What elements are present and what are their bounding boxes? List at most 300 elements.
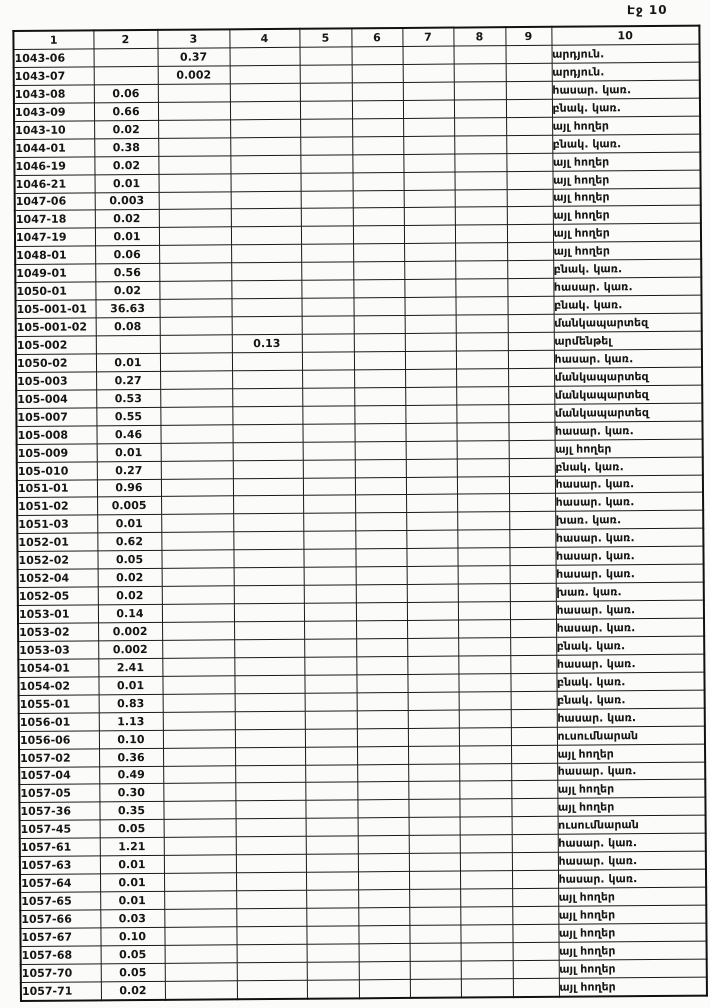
value-cell	[235, 765, 305, 783]
column-header: 7	[402, 28, 453, 47]
parcel-code-cell: 1053-02	[18, 623, 98, 642]
value-cell	[404, 243, 455, 261]
value-cell	[303, 477, 355, 495]
parcel-code-cell: 1057-67	[20, 928, 100, 947]
value-cell	[403, 100, 454, 118]
value-cell	[234, 675, 304, 693]
value-cell: 0.14	[98, 604, 162, 622]
value-cell: 0.13	[232, 334, 302, 352]
value-cell	[509, 476, 555, 494]
value-cell	[456, 351, 508, 369]
parcel-code-cell: 105-007	[16, 408, 96, 427]
value-cell	[461, 978, 513, 997]
value-cell	[403, 82, 454, 100]
land-use-cell: այլ հողեր	[552, 116, 700, 135]
value-cell	[232, 424, 302, 442]
value-cell	[162, 658, 234, 677]
parcel-code-cell: 1057-04	[19, 766, 99, 785]
value-cell	[407, 638, 458, 656]
land-use-cell: հասար. կառ.	[553, 277, 701, 296]
land-use-cell: բնակ. կառ.	[555, 457, 703, 476]
value-cell: 0.01	[97, 515, 161, 533]
value-cell	[161, 550, 233, 569]
value-cell	[457, 548, 509, 566]
value-cell	[405, 315, 456, 333]
value-cell	[510, 601, 556, 619]
value-cell: 0.005	[97, 497, 161, 515]
land-use-cell: հասար. կառ.	[555, 546, 703, 565]
value-cell	[512, 852, 558, 870]
value-cell	[235, 783, 305, 801]
land-use-cell: հասար. կառ.	[558, 869, 706, 888]
value-cell	[460, 871, 512, 889]
value-cell	[234, 603, 304, 621]
value-cell	[353, 208, 404, 226]
parcel-code-cell: 1056-06	[19, 730, 99, 749]
value-cell: 0.02	[94, 120, 158, 138]
value-cell	[456, 404, 508, 422]
value-cell: 0.10	[99, 730, 163, 748]
value-cell	[409, 925, 460, 943]
value-cell	[510, 619, 556, 637]
value-cell	[164, 837, 236, 856]
parcel-code-cell: 105-004	[16, 390, 96, 409]
value-cell	[306, 836, 358, 854]
parcel-code-cell: 1057-45	[20, 820, 100, 839]
value-cell	[509, 512, 555, 530]
value-cell	[235, 729, 305, 747]
value-cell	[405, 333, 456, 351]
value-cell	[459, 763, 511, 781]
value-cell	[158, 102, 230, 121]
column-header: 3	[157, 29, 229, 48]
value-cell: 0.02	[98, 569, 162, 587]
value-cell	[507, 261, 553, 279]
value-cell	[305, 764, 357, 782]
value-cell: 0.02	[101, 981, 165, 1000]
value-cell	[164, 819, 236, 838]
land-use-cell: բնակ. կառ.	[553, 259, 701, 278]
value-cell	[161, 532, 233, 551]
parcel-code-cell: 1051-03	[17, 515, 97, 534]
value-cell	[354, 423, 405, 441]
land-use-cell: հասար. կառ.	[556, 564, 704, 583]
value-cell	[407, 602, 458, 620]
value-cell	[355, 477, 406, 495]
value-cell	[355, 459, 406, 477]
value-cell	[403, 46, 454, 64]
value-cell: 0.46	[96, 425, 160, 443]
value-cell: 0.01	[95, 228, 159, 246]
value-cell	[509, 548, 555, 566]
page-number-label: Էջ 10	[627, 2, 669, 18]
value-cell	[409, 835, 460, 853]
value-cell	[303, 441, 355, 459]
value-cell	[303, 459, 355, 477]
value-cell	[510, 673, 556, 691]
value-cell	[508, 422, 554, 440]
value-cell	[458, 638, 510, 656]
land-use-cell: ուսումնարան	[558, 815, 706, 834]
value-cell	[158, 84, 230, 103]
value-cell: 0.002	[98, 622, 162, 640]
value-cell: 0.27	[97, 461, 161, 479]
value-cell	[408, 781, 459, 799]
value-cell	[233, 496, 303, 514]
value-cell	[162, 586, 234, 605]
parcel-code-cell: 1057-70	[21, 964, 101, 983]
parcel-code-cell: 1057-66	[20, 910, 100, 929]
parcel-code-cell: 1057-02	[19, 748, 99, 767]
value-cell	[410, 961, 461, 979]
value-cell: 0.49	[99, 766, 163, 784]
value-cell: 0.96	[97, 479, 161, 497]
value-cell	[409, 889, 460, 907]
value-cell	[409, 907, 460, 925]
value-cell	[506, 99, 552, 117]
value-cell	[234, 585, 304, 603]
value-cell: 2.41	[98, 658, 162, 676]
value-cell	[509, 494, 555, 512]
value-cell	[358, 872, 409, 890]
value-cell	[356, 603, 407, 621]
value-cell	[302, 352, 354, 370]
parcel-code-cell: 105-009	[17, 444, 97, 463]
value-cell	[353, 262, 404, 280]
land-use-cell: արմենթել	[554, 331, 702, 350]
value-cell	[236, 908, 306, 926]
value-cell: 0.002	[158, 66, 230, 85]
parcel-code-cell: 1043-09	[14, 103, 94, 122]
value-cell	[458, 602, 510, 620]
value-cell	[409, 853, 460, 871]
value-cell	[454, 82, 506, 100]
value-cell	[354, 333, 405, 351]
value-cell	[305, 746, 357, 764]
value-cell	[456, 315, 508, 333]
value-cell	[237, 944, 307, 962]
land-use-cell: բնակ. կառ.	[556, 672, 704, 691]
value-cell	[455, 225, 507, 243]
land-use-cell: հասար. կառ.	[557, 708, 705, 727]
value-cell	[231, 245, 301, 263]
value-cell	[357, 692, 408, 710]
value-cell	[410, 979, 461, 998]
value-cell	[303, 513, 355, 531]
value-cell	[233, 532, 303, 550]
value-cell	[507, 225, 553, 243]
value-cell	[303, 531, 355, 549]
value-cell	[300, 172, 352, 190]
parcel-code-cell: 1046-21	[15, 174, 95, 193]
value-cell	[352, 100, 403, 118]
value-cell	[160, 335, 232, 354]
value-cell	[230, 101, 300, 119]
value-cell	[506, 81, 552, 99]
value-cell	[404, 261, 455, 279]
value-cell	[232, 316, 302, 334]
value-cell	[236, 837, 306, 855]
value-cell	[359, 979, 410, 998]
column-header: 8	[453, 27, 505, 46]
value-cell	[305, 728, 357, 746]
value-cell	[454, 64, 506, 82]
cadastre-table	[12, 25, 708, 1002]
parcel-code-cell: 105-008	[16, 426, 96, 445]
value-cell	[507, 243, 553, 261]
value-cell: 0.01	[100, 891, 164, 909]
value-cell	[165, 963, 237, 982]
value-cell	[460, 853, 512, 871]
column-header: 1	[13, 30, 93, 49]
value-cell	[513, 942, 559, 960]
value-cell	[511, 745, 557, 763]
value-cell	[159, 173, 231, 192]
value-cell	[456, 386, 508, 404]
value-cell	[512, 835, 558, 853]
value-cell	[454, 117, 506, 135]
land-use-cell: հասար. կառ.	[552, 80, 700, 99]
value-cell	[459, 781, 511, 799]
value-cell	[511, 799, 557, 817]
land-use-cell: այլ հողեր	[559, 941, 707, 960]
value-cell	[457, 530, 509, 548]
value-cell	[403, 118, 454, 136]
value-cell	[358, 907, 409, 925]
value-cell	[357, 782, 408, 800]
value-cell	[304, 675, 356, 693]
value-cell	[353, 298, 404, 316]
value-cell	[304, 567, 356, 585]
value-cell	[356, 638, 407, 656]
value-cell	[454, 135, 506, 153]
value-cell	[158, 120, 230, 139]
land-use-cell: այլ հողեր	[558, 887, 706, 906]
value-cell	[403, 64, 454, 82]
value-cell	[353, 226, 404, 244]
value-cell	[506, 171, 552, 189]
value-cell	[408, 728, 459, 746]
value-cell	[302, 406, 354, 424]
value-cell	[164, 891, 236, 910]
value-cell: 1.13	[99, 712, 163, 730]
land-use-cell: այլ հողեր	[559, 977, 707, 997]
value-cell	[304, 621, 356, 639]
value-cell	[357, 764, 408, 782]
column-header: 10	[551, 26, 699, 46]
land-use-cell: մանկապարտեզ	[554, 403, 702, 422]
value-cell: 0.02	[95, 282, 159, 300]
table-body	[14, 44, 707, 1001]
cadastre-table-wrapper	[12, 25, 706, 1002]
value-cell	[458, 584, 510, 602]
parcel-code-cell: 1052-01	[17, 533, 97, 552]
value-cell	[354, 369, 405, 387]
parcel-code-cell: 105-010	[17, 461, 97, 480]
value-cell	[457, 476, 509, 494]
parcel-code-cell: 1056-01	[19, 713, 99, 732]
value-cell: 0.03	[100, 909, 164, 927]
value-cell: 0.37	[158, 48, 230, 67]
value-cell	[455, 207, 507, 225]
value-cell	[162, 622, 234, 641]
parcel-code-cell: 1043-08	[14, 85, 94, 104]
value-cell	[164, 873, 236, 892]
value-cell	[508, 332, 554, 350]
value-cell	[306, 854, 358, 872]
value-cell	[456, 422, 508, 440]
parcel-code-cell: 1044-01	[14, 139, 94, 158]
land-use-cell: այլ հողեր	[555, 439, 703, 458]
value-cell	[460, 907, 512, 925]
value-cell	[456, 333, 508, 351]
value-cell	[163, 783, 235, 802]
value-cell: 0.02	[95, 210, 159, 228]
value-cell	[236, 926, 306, 944]
value-cell	[159, 299, 231, 318]
land-use-cell: մանկապարտեզ	[554, 313, 702, 332]
value-cell	[506, 153, 552, 171]
column-header: 5	[299, 28, 351, 47]
value-cell	[403, 154, 454, 172]
value-cell	[163, 729, 235, 748]
value-cell	[513, 978, 559, 997]
value-cell: 0.27	[96, 371, 160, 389]
value-cell	[507, 278, 553, 296]
value-cell	[307, 980, 359, 999]
value-cell	[404, 225, 455, 243]
land-use-cell: այլ հողեր	[557, 744, 705, 763]
value-cell	[233, 514, 303, 532]
value-cell	[506, 117, 552, 135]
value-cell	[305, 782, 357, 800]
value-cell	[356, 674, 407, 692]
value-cell	[304, 603, 356, 621]
value-cell	[460, 835, 512, 853]
value-cell	[163, 747, 235, 766]
land-use-cell: հասար. կառ.	[555, 493, 703, 512]
value-cell: 0.62	[97, 533, 161, 551]
value-cell	[410, 943, 461, 961]
value-cell	[159, 227, 231, 246]
parcel-code-cell: 1052-04	[18, 569, 98, 588]
value-cell	[355, 495, 406, 513]
value-cell	[405, 405, 456, 423]
value-cell	[405, 351, 456, 369]
value-cell	[459, 745, 511, 763]
value-cell	[302, 388, 354, 406]
value-cell	[301, 280, 353, 298]
value-cell	[461, 960, 513, 978]
value-cell	[232, 352, 302, 370]
value-cell	[233, 478, 303, 496]
value-cell: 0.08	[96, 317, 160, 335]
value-cell	[94, 48, 158, 66]
value-cell	[459, 691, 511, 709]
parcel-code-cell: 1050-02	[16, 354, 96, 373]
value-cell	[301, 208, 353, 226]
land-use-cell: այլ հողեր	[553, 224, 701, 243]
value-cell	[163, 694, 235, 713]
land-use-cell: բնակ. կառ.	[557, 690, 705, 709]
land-use-cell: այլ հողեր	[553, 206, 701, 225]
value-cell	[163, 801, 235, 820]
value-cell	[303, 495, 355, 513]
parcel-code-cell: 1052-05	[18, 587, 98, 606]
value-cell	[232, 370, 302, 388]
value-cell	[161, 442, 233, 461]
value-cell	[353, 244, 404, 262]
value-cell	[352, 64, 403, 82]
land-use-cell: մանկապարտեզ	[554, 367, 702, 386]
column-header: 4	[229, 29, 299, 48]
value-cell	[508, 404, 554, 422]
value-cell	[235, 801, 305, 819]
value-cell	[162, 676, 234, 695]
value-cell	[403, 136, 454, 154]
value-cell	[510, 655, 556, 673]
value-cell	[456, 369, 508, 387]
value-cell	[158, 138, 230, 157]
land-use-cell: բնակ. կառ.	[553, 295, 701, 314]
value-cell	[404, 190, 455, 208]
value-cell	[506, 135, 552, 153]
value-cell	[300, 101, 352, 119]
value-cell: 0.01	[98, 676, 162, 694]
land-use-cell: հասար. կառ.	[558, 851, 706, 870]
value-cell	[352, 82, 403, 100]
value-cell	[236, 890, 306, 908]
value-cell	[306, 926, 358, 944]
value-cell	[356, 567, 407, 585]
value-cell	[233, 550, 303, 568]
value-cell	[358, 925, 409, 943]
value-cell	[307, 962, 359, 980]
value-cell	[307, 944, 359, 962]
value-cell	[409, 871, 460, 889]
land-use-cell: բնակ. կառ.	[556, 636, 704, 655]
value-cell	[458, 620, 510, 638]
value-cell	[357, 710, 408, 728]
value-cell	[359, 943, 410, 961]
value-cell	[230, 155, 300, 173]
value-cell	[306, 908, 358, 926]
land-use-cell: այլ հողեր	[558, 923, 706, 942]
value-cell	[301, 226, 353, 244]
value-cell: 0.02	[94, 156, 158, 174]
value-cell: 0.55	[96, 407, 160, 425]
value-cell	[407, 566, 458, 584]
value-cell	[512, 906, 558, 924]
land-use-cell: արդյուն.	[552, 44, 700, 63]
value-cell: 0.003	[95, 192, 159, 210]
land-use-cell: բնակ. կառ.	[552, 98, 700, 117]
value-cell	[159, 245, 231, 264]
value-cell	[306, 872, 358, 890]
value-cell	[403, 172, 454, 190]
value-cell	[509, 458, 555, 476]
value-cell	[458, 656, 510, 674]
value-cell	[164, 909, 236, 928]
value-cell	[234, 639, 304, 657]
land-use-cell: այլ հողեր	[553, 241, 701, 260]
value-cell	[406, 494, 457, 512]
value-cell	[165, 981, 237, 1000]
parcel-code-cell: 1053-03	[18, 641, 98, 660]
value-cell	[459, 799, 511, 817]
land-use-cell: հասար. կառ.	[556, 618, 704, 637]
value-cell: 0.01	[97, 443, 161, 461]
